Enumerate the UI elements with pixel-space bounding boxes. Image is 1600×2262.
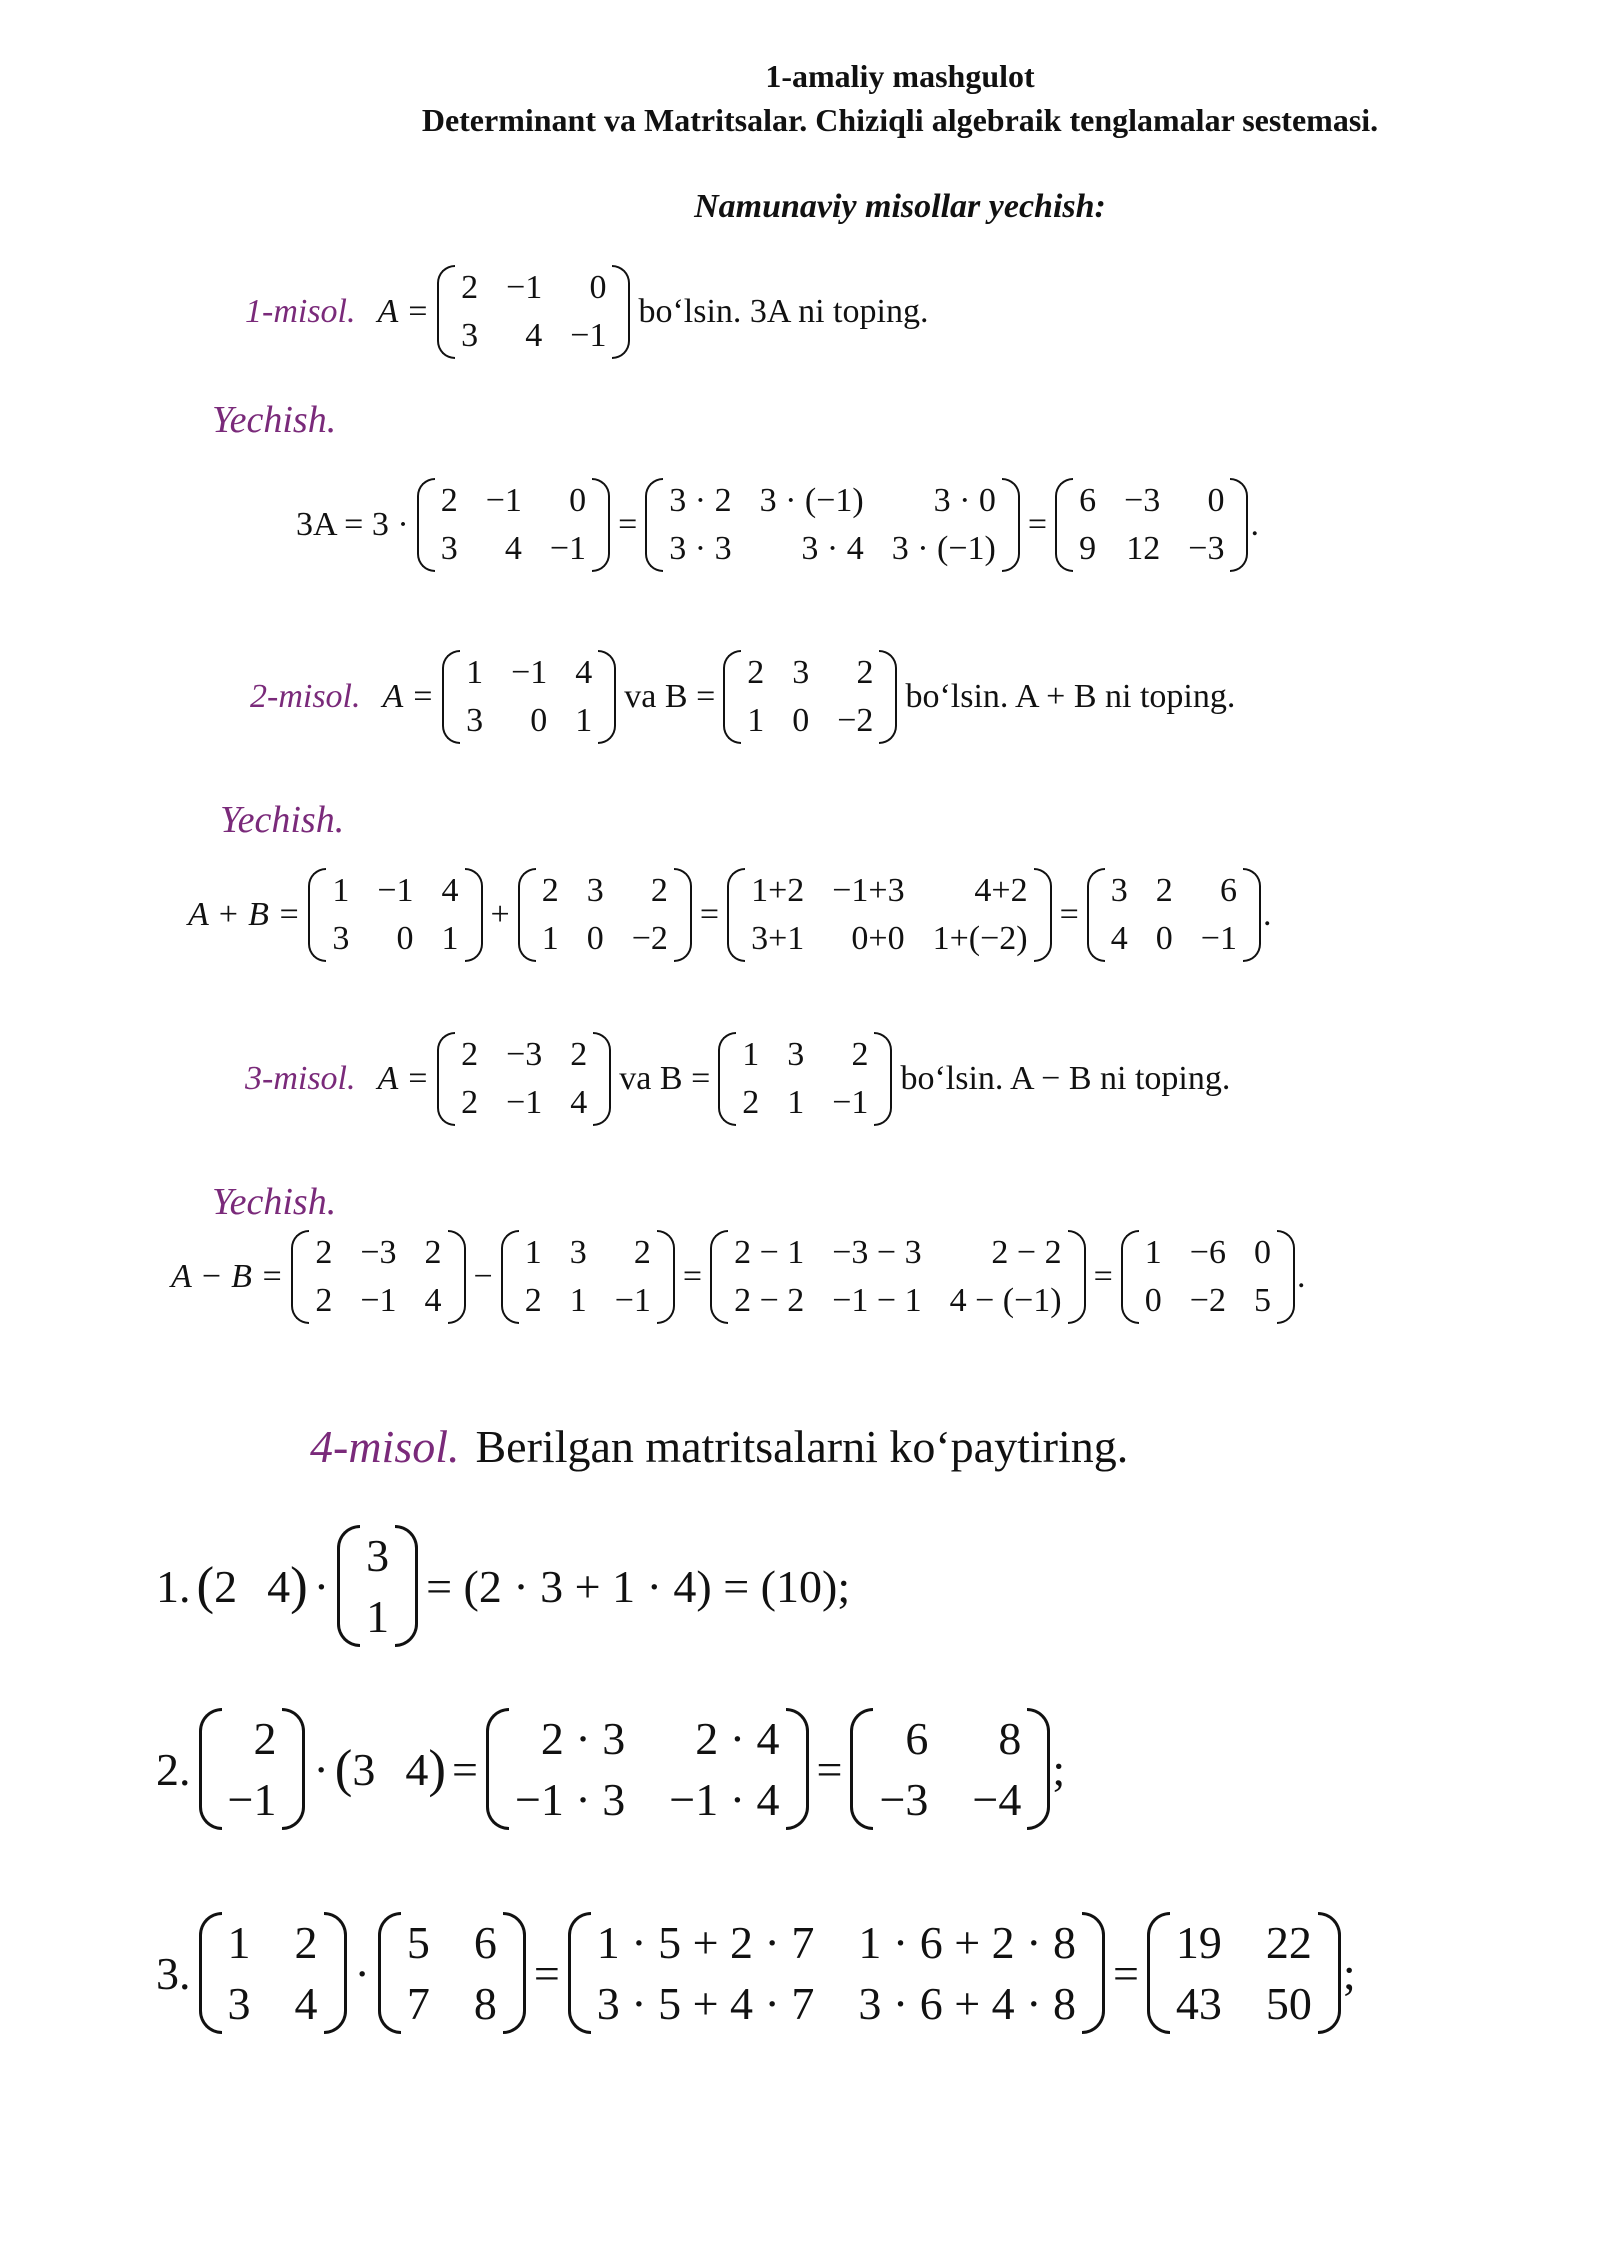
matrix-cell: −1 · 4: [669, 1774, 780, 1825]
matrix-cell: 1: [1144, 1234, 1162, 1271]
matrix-cell: 2: [650, 872, 668, 909]
matrix-cell: 0+0: [851, 920, 905, 957]
matrix-cell: 1: [366, 1591, 390, 1642]
matrix-cell: 8: [473, 1978, 497, 2029]
matrix-cell: 2: [440, 482, 458, 519]
matrix-cell: 2: [461, 269, 479, 306]
matrix-right: [378, 1912, 526, 2034]
matrix-bracket-right: [448, 1230, 466, 1324]
matrix-cell: 3 · 6 + 4 · 8: [858, 1978, 1076, 2029]
matrix-cell: −1: [1200, 920, 1237, 957]
example-2-label: 2-misol.: [250, 678, 361, 715]
solution-lhs: A + B =: [188, 896, 301, 933]
end-mark: ;: [1342, 1947, 1356, 1999]
equation-lhs: A =: [377, 1060, 430, 1097]
matrix-cell: 1: [466, 654, 484, 691]
end-mark: ;: [1052, 1743, 1066, 1795]
example-3-solution: A − B = 2 −3 2 2 −1 4 − 1 3 2 2 1 −1 = 2 − 1 −3 − 3 2 − 2 2 − 2 −1 − 1 4 − (−1) = 1 −6 0 0 −2 5 .: [165, 1230, 1305, 1324]
matrix-cell: 3 · 0: [933, 482, 996, 519]
matrix-cell: 0: [589, 269, 607, 306]
matrix-cell: 3 · 4: [801, 530, 864, 567]
matrix-cell: 2: [461, 1036, 479, 1073]
matrix-bracket-left: [645, 478, 663, 572]
matrix-b-copy: [501, 1230, 675, 1324]
example-3-statement: [245, 1032, 1236, 1126]
matrix-cell: 2 − 2: [734, 1282, 805, 1319]
matrix-bracket-left: [1087, 868, 1105, 962]
matrix-intermediate: [710, 1230, 1086, 1324]
matrix-cell: 1: [787, 1084, 805, 1121]
matrix-cell: 3 · 2: [669, 482, 732, 519]
matrix-bracket-left: [291, 1230, 309, 1324]
matrix-bracket-right: [1243, 868, 1261, 962]
matrix-cell: 3+1: [751, 920, 805, 957]
matrix-bracket-right: [395, 1525, 418, 1647]
equation-lhs: A =: [377, 293, 430, 330]
matrix-cell: 3: [792, 654, 810, 691]
matrix-cell: 2: [1155, 872, 1173, 909]
matrix-cell: 4: [441, 872, 459, 909]
matrix-bracket-right: [503, 1912, 526, 2034]
matrix-cell: 2: [541, 872, 559, 909]
example-3-label: 3-misol.: [245, 1060, 356, 1097]
matrix-cell: −1: [511, 654, 548, 691]
matrix-cell: 4: [294, 1978, 318, 2029]
matrix-bracket-right: [674, 868, 692, 962]
matrix-cell: 7: [406, 1978, 430, 2029]
matrix-a: [437, 1032, 611, 1126]
matrix-cell: 19: [1175, 1917, 1222, 1968]
matrix-bracket-left: [1055, 478, 1073, 572]
matrix-cell: 0: [1144, 1282, 1162, 1319]
matrix-bracket-right: [874, 1032, 892, 1126]
matrix-cell: 3: [227, 1978, 251, 2029]
example-4-statement: [310, 1420, 1128, 1473]
matrix-bracket-right: [1318, 1912, 1341, 2034]
matrix-cell: −1: [506, 1084, 543, 1121]
matrix-cell: −1+3: [832, 872, 905, 909]
matrix-cell: 1: [575, 702, 593, 739]
solution-label-3: Yechish.: [212, 1181, 337, 1223]
matrix-cell: 1 · 6 + 2 · 8: [858, 1917, 1076, 1968]
matrix-cell: 4: [575, 654, 593, 691]
section-heading: Namunaviy misollar yechish:: [694, 188, 1106, 225]
matrix-cell: 1 · 5 + 2 · 7: [596, 1917, 815, 1968]
matrix-cell: 1+(−2): [932, 920, 1028, 957]
matrix-left: [199, 1912, 347, 2034]
matrix-cell: 4: [525, 317, 543, 354]
matrix-cell: 3: [461, 317, 479, 354]
matrix-cell: 1+2: [751, 872, 805, 909]
matrix-cell: 4+2: [974, 872, 1028, 909]
matrix-bracket-right: [879, 650, 897, 744]
matrix-cell: 2: [856, 654, 874, 691]
matrix-cell: 4: [424, 1282, 442, 1319]
example-1-solution: 3A = 3 · 2 −1 0 3 4 −1 = 3 · 2 3 · (−1) 3 · 0 3 · 3 3 · 4 3 · (−1) = 6 −3 0 9 12 −3 .: [290, 478, 1259, 572]
matrix-cell: −1 − 1: [832, 1282, 922, 1319]
matrix-a: [442, 650, 616, 744]
page-title: 1-amaliy mashgulot: [765, 58, 1035, 94]
matrix-cell: 1: [569, 1282, 587, 1319]
matrix-a-copy: [417, 478, 610, 572]
matrix-bracket-left: [337, 1525, 360, 1647]
matrix-cell: −3: [879, 1774, 929, 1825]
matrix-cell: −3: [506, 1036, 543, 1073]
matrix-bracket-left: [518, 868, 536, 962]
product-example-1: 1. ( 2 4 ) · 3 1 = (2 · 3 + 1 · 4) = (10);: [150, 1525, 856, 1647]
matrix-cell: 3: [1110, 872, 1128, 909]
matrix-cell: 4 − (−1): [949, 1282, 1062, 1319]
matrix-cell: 2: [747, 654, 765, 691]
product-example-2: 2. 2 −1 · ( 3 4 ) = 2 · 3 2 · 4 −1 · 3 −1 · 4 = 6 8 −3 −4 ;: [150, 1708, 1065, 1830]
matrix-cell: −3 − 3: [832, 1234, 922, 1271]
matrix-cell: 2: [851, 1036, 869, 1073]
row-vector: [335, 1739, 446, 1799]
example-2-statement: [250, 650, 1241, 744]
matrix-cell: 0: [1207, 482, 1225, 519]
column-vector: [337, 1525, 418, 1647]
matrix-cell: 2 · 3: [540, 1713, 626, 1764]
matrix-cell: 4: [1110, 920, 1128, 957]
matrix-cell: 6: [905, 1713, 929, 1764]
matrix-cell: 2 − 2: [991, 1234, 1062, 1271]
matrix-result: [1147, 1912, 1341, 2034]
matrix-cell: 3 · (−1): [891, 530, 996, 567]
matrix-bracket-left: [437, 1032, 455, 1126]
matrix-bracket-left: [417, 478, 435, 572]
matrix-cell: 3 · 5 + 4 · 7: [596, 1978, 815, 2029]
matrix-cell: 6: [1219, 872, 1237, 909]
matrix-cell: 50: [1265, 1978, 1312, 2029]
statement-tail: bo‘lsin. A + B ni toping.: [905, 678, 1236, 715]
matrix-cell: 2 · 4: [695, 1713, 780, 1764]
item-number: 2.: [156, 1743, 191, 1795]
solution-lhs: 3A = 3 ·: [296, 506, 409, 543]
matrix-cell: −1: [570, 317, 607, 354]
matrix-bracket-right: [1002, 478, 1020, 572]
matrix-bracket-right: [282, 1708, 305, 1830]
item-number: 3.: [156, 1947, 191, 1999]
matrix-cell: 1: [742, 1036, 760, 1073]
vector-entry: 4: [405, 1743, 429, 1795]
matrix-cell: 0: [1155, 920, 1173, 957]
item-number: 1.: [156, 1560, 191, 1612]
matrix-cell: 1: [524, 1234, 542, 1271]
matrix-cell: 0: [396, 920, 414, 957]
matrix-a-copy: [291, 1230, 465, 1324]
matrix-bracket-left: [727, 868, 745, 962]
matrix-result: [850, 1708, 1050, 1830]
matrix-cell: −1: [549, 530, 587, 567]
matrix-bracket-right: [1027, 1708, 1050, 1830]
matrix-b: [718, 1032, 892, 1126]
matrix-cell: 6: [1079, 482, 1097, 519]
matrix-cell: 4: [504, 530, 522, 567]
matrix-bracket-right: [1082, 1912, 1105, 2034]
matrix-bracket-right: [324, 1912, 347, 2034]
matrix-cell: 1: [227, 1917, 251, 1968]
matrix-cell: 9: [1079, 530, 1097, 567]
matrix-cell: 0: [530, 702, 548, 739]
matrix-intermediate: [727, 868, 1052, 962]
matrix-cell: 2: [570, 1036, 588, 1073]
matrix-cell: 1: [747, 702, 765, 739]
matrix-bracket-left: [723, 650, 741, 744]
matrix-intermediate: [568, 1912, 1105, 2034]
matrix-cell: −2: [631, 920, 668, 957]
matrix-cell: −1: [506, 269, 543, 306]
matrix-cell: −1: [360, 1282, 397, 1319]
matrix-cell: −3: [1188, 530, 1225, 567]
solution-lhs: A − B =: [171, 1258, 284, 1295]
matrix-cell: −4: [972, 1774, 1022, 1825]
matrix-cell: −1: [832, 1084, 869, 1121]
matrix-cell: 2: [424, 1234, 442, 1271]
matrix-bracket-right: [612, 265, 630, 359]
example-4-heading: Berilgan matritsalarni ko‘paytiring.: [475, 1421, 1129, 1472]
va-text: va B =: [624, 678, 716, 715]
matrix-cell: 1: [332, 872, 350, 909]
matrix-cell: 3: [569, 1234, 587, 1271]
matrix-b-copy: [518, 868, 692, 962]
matrix-cell: 3 · (−1): [759, 482, 864, 519]
matrix-result: [1055, 478, 1248, 572]
solution-label-1: Yechish.: [212, 399, 337, 441]
matrix-intermediate: [645, 478, 1020, 572]
matrix-cell: −2: [837, 702, 874, 739]
equation-lhs: A =: [382, 678, 435, 715]
matrix-cell: 8: [998, 1713, 1022, 1764]
example-1-statement: [245, 265, 934, 359]
matrix-cell: 12: [1126, 530, 1161, 567]
matrix-bracket-left: [486, 1708, 509, 1830]
matrix-cell: −1: [614, 1282, 651, 1319]
page-subtitle: Determinant va Matritsalar. Chiziqli algebraik tenglamalar sestemasi.: [421, 102, 1379, 138]
matrix-bracket-right: [592, 478, 610, 572]
matrix-bracket-right: [1230, 478, 1248, 572]
product-result: = (2 · 3 + 1 · 4) = (10);: [426, 1560, 851, 1612]
vector-entry: ( 3: [352, 1743, 376, 1795]
matrix-cell: −3: [360, 1234, 397, 1271]
matrix-bracket-left: [568, 1912, 591, 2034]
matrix-cell: 2: [294, 1917, 318, 1968]
matrix-bracket-left: [1121, 1230, 1139, 1324]
matrix-bracket-right: [1068, 1230, 1086, 1324]
matrix-bracket-left: [710, 1230, 728, 1324]
example-2-solution: A + B = 1 −1 4 3 0 1 + 2 3 2 1 0 −2 = 1+2 −1+3 4+2 3+1 0+0 1+(−2) = 3 2 6 4 0 −1 .: [182, 868, 1271, 962]
matrix-result: [1087, 868, 1261, 962]
matrix-cell: 22: [1265, 1917, 1312, 1968]
matrix-bracket-left: [1147, 1912, 1170, 2034]
vector-entry: 4: [267, 1560, 291, 1612]
matrix-bracket-right: [786, 1708, 809, 1830]
matrix-cell: 2: [633, 1234, 651, 1271]
matrix-bracket-right: [593, 1032, 611, 1126]
matrix-cell: 2: [315, 1282, 333, 1319]
example-1-label: 1-misol.: [245, 293, 356, 330]
matrix-cell: 2 − 1: [734, 1234, 805, 1271]
matrix-cell: −1: [485, 482, 522, 519]
product-example-3: 3. 1 2 3 4 · 5 6 7 8 = 1 · 5 + 2 · 7 1 · 6 + 2 · 8 3 · 5 + 4 · 7 3 · 6 + 4 · 8 = 19 22 43 50 ;: [150, 1912, 1356, 2034]
matrix-intermediate: [486, 1708, 809, 1830]
matrix-cell: 5: [1253, 1282, 1271, 1319]
matrix-cell: 2: [461, 1084, 479, 1121]
matrix-bracket-left: [199, 1912, 222, 2034]
matrix-bracket-right: [1034, 868, 1052, 962]
vector-entry: ( 2: [214, 1560, 238, 1612]
matrix-cell: 6: [473, 1917, 497, 1968]
matrix-cell: 3: [586, 872, 604, 909]
matrix-cell: 4: [570, 1084, 588, 1121]
matrix-cell: −2: [1189, 1282, 1226, 1319]
matrix-cell: 0: [792, 702, 810, 739]
matrix-cell: 3: [466, 702, 484, 739]
matrix-cell: 2: [742, 1084, 760, 1121]
matrix-bracket-right: [1277, 1230, 1295, 1324]
matrix-cell: 2: [524, 1282, 542, 1319]
matrix-bracket-right: [598, 650, 616, 744]
matrix-cell: 2: [315, 1234, 333, 1271]
matrix-a-copy: [308, 868, 482, 962]
example-4-label: 4-misol.: [310, 1421, 460, 1472]
matrix-cell: 0: [586, 920, 604, 957]
matrix-bracket-left: [442, 650, 460, 744]
matrix-bracket-left: [850, 1708, 873, 1830]
matrix-cell: 0: [569, 482, 587, 519]
matrix-bracket-left: [501, 1230, 519, 1324]
statement-tail: bo‘lsin. A − B ni toping.: [900, 1060, 1231, 1097]
matrix-cell: 1: [541, 920, 559, 957]
matrix-cell: 3: [787, 1036, 805, 1073]
matrix-bracket-left: [437, 265, 455, 359]
solution-label-2: Yechish.: [220, 799, 345, 841]
row-vector: [197, 1556, 308, 1616]
matrix-bracket-left: [308, 868, 326, 962]
matrix-bracket-left: [718, 1032, 736, 1126]
statement-tail: bo‘lsin. 3A ni toping.: [638, 293, 929, 330]
matrix-bracket-right: [657, 1230, 675, 1324]
matrix-cell: 2: [253, 1713, 277, 1764]
matrix-cell: −6: [1189, 1234, 1226, 1271]
matrix-b: [723, 650, 897, 744]
matrix-bracket-left: [199, 1708, 222, 1830]
matrix-cell: 1: [441, 920, 459, 957]
matrix-cell: 3: [332, 920, 350, 957]
matrix-cell: 3 · 3: [669, 530, 732, 567]
matrix-cell: −1 · 3: [514, 1774, 626, 1825]
matrix-cell: −1: [227, 1774, 277, 1825]
matrix-bracket-right: [465, 868, 483, 962]
matrix-cell: 3: [440, 530, 458, 567]
matrix-bracket-left: [378, 1912, 401, 2034]
matrix-cell: −3: [1124, 482, 1161, 519]
va-text: va B =: [619, 1060, 711, 1097]
column-vector: [199, 1708, 306, 1830]
matrix-result: [1121, 1230, 1295, 1324]
matrix-cell: −1: [377, 872, 414, 909]
matrix-cell: 3: [366, 1530, 390, 1581]
matrix-cell: 5: [406, 1917, 430, 1968]
matrix-a: [437, 265, 630, 359]
matrix-cell: 43: [1175, 1978, 1222, 2029]
matrix-cell: 0: [1253, 1234, 1271, 1271]
